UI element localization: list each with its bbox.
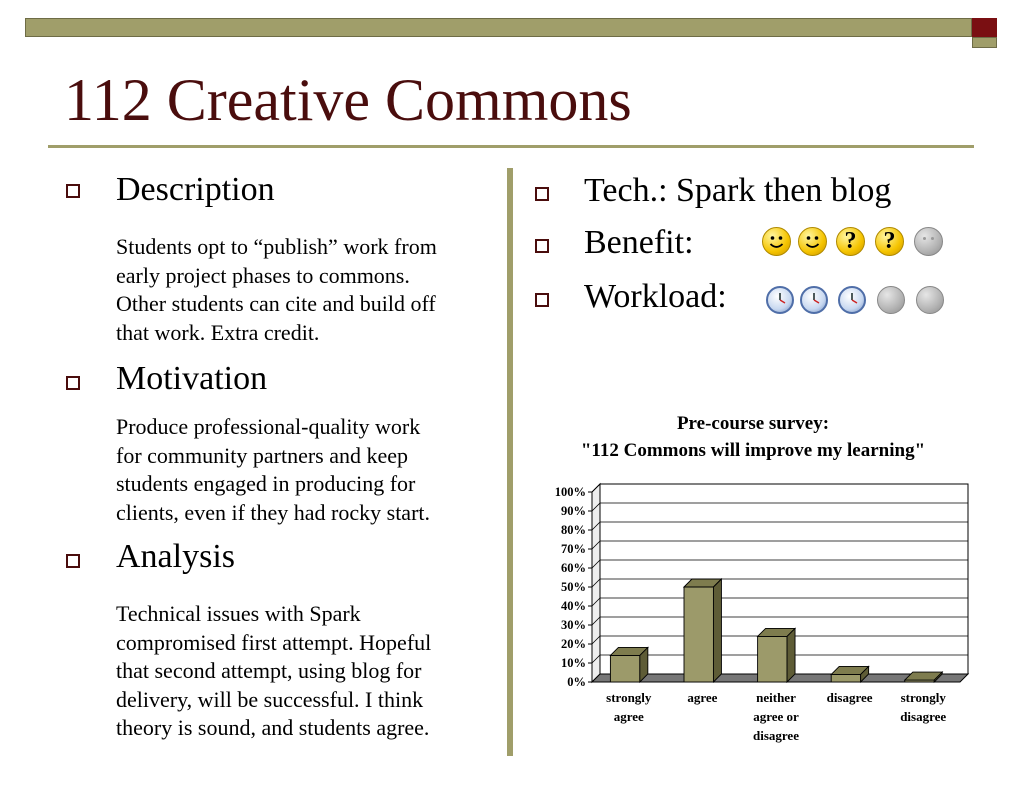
chart-title-line2: "112 Commons will improve my learning" bbox=[580, 440, 926, 461]
question-face-icon bbox=[875, 227, 904, 256]
description-line: that work. Extra credit. bbox=[116, 319, 320, 345]
grey-face-icon bbox=[914, 227, 943, 256]
question-face-icon bbox=[836, 227, 865, 256]
bullet-icon bbox=[66, 554, 80, 568]
chart-y-tick-label: 40% bbox=[561, 599, 586, 613]
chart-y-tick-label: 10% bbox=[561, 656, 586, 670]
header-decor-accent-small bbox=[972, 37, 997, 48]
chart-y-tick-label: 20% bbox=[561, 637, 586, 651]
header-decor-accent bbox=[972, 18, 997, 37]
chart-x-tick-label: agree bbox=[687, 690, 718, 705]
bullet-icon bbox=[535, 239, 549, 253]
chart-y-tick-label: 80% bbox=[561, 523, 586, 537]
description-text bbox=[116, 233, 437, 347]
chart-y-tick-label: 50% bbox=[561, 580, 586, 594]
bullet-icon bbox=[535, 293, 549, 307]
slide-title: 112 Creative Commons bbox=[64, 67, 632, 133]
bullet-icon bbox=[535, 187, 549, 201]
bullet-icon bbox=[66, 376, 80, 390]
clock-icon bbox=[838, 286, 866, 314]
chart-x-tick-label: neither bbox=[756, 690, 796, 705]
column-divider bbox=[507, 168, 513, 756]
chart-x-tick-label: disagree bbox=[753, 728, 799, 743]
chart-x-tick-label: strongly bbox=[900, 690, 946, 705]
chart-bar bbox=[831, 674, 860, 682]
chart-x-tick-label: strongly bbox=[606, 690, 652, 705]
chart-y-tick-label: 70% bbox=[561, 542, 586, 556]
question-mark: ? bbox=[883, 228, 896, 254]
description-line: early project phases to commons. bbox=[116, 262, 410, 288]
analysis-line: compromised first attempt. Hopeful bbox=[116, 629, 432, 655]
description-line: Students opt to “publish” work from bbox=[116, 234, 437, 259]
smiley-icon bbox=[798, 227, 827, 256]
motivation-heading: Motivation bbox=[116, 360, 268, 397]
smiley-icon bbox=[762, 227, 791, 256]
analysis-line: delivery, will be successful. I think bbox=[116, 686, 424, 712]
bullet-icon bbox=[66, 184, 80, 198]
analysis-heading: Analysis bbox=[116, 538, 235, 575]
chart-x-tick-label: disagree bbox=[900, 709, 947, 724]
chart-bar bbox=[610, 655, 639, 682]
tech-line: Tech.: Spark then blog bbox=[584, 172, 892, 209]
survey-bar-chart bbox=[530, 470, 1010, 770]
analysis-line: theory is sound, and students agree. bbox=[116, 715, 430, 740]
motivation-line: students engaged in producing for bbox=[116, 471, 416, 496]
chart-y-tick-label: 60% bbox=[561, 561, 586, 575]
grey-circle-icon bbox=[916, 286, 944, 314]
chart-bar bbox=[758, 636, 787, 682]
description-line: Other students can cite and build off bbox=[116, 291, 436, 316]
chart-y-tick-label: 100% bbox=[554, 485, 586, 499]
grey-circle-icon bbox=[877, 286, 905, 314]
title-underline bbox=[48, 145, 974, 148]
workload-label: Workload: bbox=[584, 278, 727, 315]
motivation-text bbox=[116, 413, 430, 527]
benefit-label: Benefit: bbox=[584, 224, 694, 261]
chart-bar-side bbox=[713, 579, 721, 682]
analysis-text bbox=[116, 600, 431, 743]
motivation-line: for community partners and keep bbox=[116, 442, 409, 468]
description-heading: Description bbox=[116, 171, 275, 208]
chart-y-tick-label: 0% bbox=[567, 675, 586, 689]
chart-x-tick-label: agree or bbox=[753, 709, 799, 724]
motivation-line: clients, even if they had rocky start. bbox=[116, 499, 431, 525]
chart-bar-side bbox=[787, 628, 795, 682]
chart-title-line1: Pre-course survey: bbox=[676, 413, 830, 434]
analysis-line: that second attempt, using blog for bbox=[116, 658, 422, 683]
chart-y-tick-label: 90% bbox=[561, 504, 586, 518]
clock-icon bbox=[766, 286, 794, 314]
chart-x-tick-label: agree bbox=[613, 709, 644, 724]
motivation-line: Produce professional-quality work bbox=[116, 414, 421, 439]
chart-x-tick-label: disagree bbox=[826, 690, 873, 705]
chart-bar bbox=[684, 587, 713, 682]
clock-icon bbox=[800, 286, 828, 314]
question-mark: ? bbox=[844, 228, 857, 254]
analysis-line: Technical issues with Spark bbox=[116, 601, 361, 626]
chart-y-tick-label: 30% bbox=[561, 618, 586, 632]
header-decor-bar bbox=[25, 18, 972, 37]
